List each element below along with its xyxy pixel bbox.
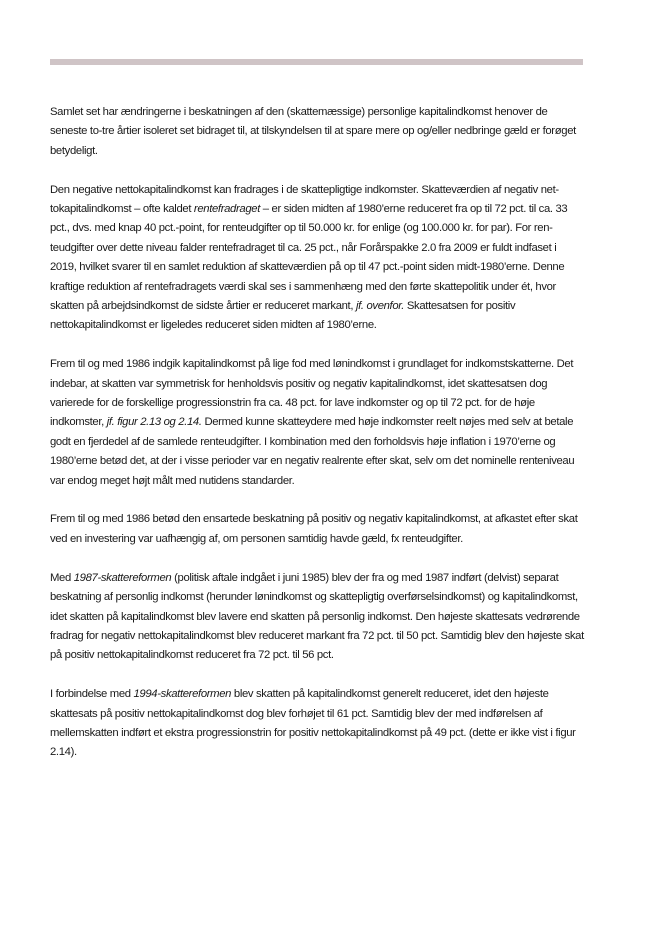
italic-term: 1987-skattereformen — [73, 571, 172, 584]
paragraph — [50, 569, 585, 666]
text-segment: Med — [50, 571, 74, 584]
italic-term: 1994-skattereformen — [133, 688, 232, 701]
text-segment: Samlet set har ændringerne i beskatningen af den (skattemæssige) personlige kapitalindkomst henover de seneste to-tre årtier isoleret set bidraget til, at tilskyndelsen til at spare mere op og/eller nedbringe gæld er forøget betydeligt. — [50, 106, 576, 157]
paragraph — [50, 103, 585, 161]
text-segment: Frem til og med 1986 betød den ensartede beskatning på positiv og negativ kapitalindkomst, at afkastet efter skat ved en investering var uafhængig af, om personen samtidig havde gæld, fx renteudgifter. — [50, 513, 578, 545]
text-segment: blev skatten på kapitalindkomst generelt reduceret, idet den højeste skattesats på positiv nettokapitalindkomst dog blev forhøjet til 61 pct. Samtidig blev der med indførelsen af mellemskatten indført et ekstra progressionstrin for positiv nettokapitalindkomst på 49 pct. (dette er ikke vist i figur 2.14). — [50, 688, 576, 759]
paragraph — [50, 181, 585, 336]
text-segment: Frem til og med 1986 indgik kapitalindkomst på lige fod med lønindkomst i grundlaget for indkomstskatterne. Det indebar, at skatten var symmetrisk for henholdsvis positiv og negativ kapitalindkomst, idet skattesatsen dog varierede for de forskellige progressionstrin fra ca. 48 pct. for lave indkomster og op til 72 pct. for de høje indkomster, — [50, 358, 574, 429]
italic-reference: jf. ovenfor. — [355, 300, 405, 313]
text-segment: Den negative nettokapitalindkomst kan fradrages i de skattepligtige indkomster. Skatteværdien af negativ nettokapitalindkomst – ofte kaldet — [50, 183, 560, 216]
text-segment: – er siden midten af 1980’erne reduceret fra op til 72 pct. til ca. 33 pct., dvs. med knap 40 pct.-point, for renteudgifter op til 50.000 kr. for enlige (og 100.000 kr. for par). For renteudgifter over dette niveau falder rentefradraget til ca. 25 pct., når Forårspakke 2.0 fra 2009 er fuldt indfaset i 2019, hvilket svarer til en samlet reduktion af skatteværdien på op til 47 pct.-point siden midt-1980’erne. Denne kraftige reduktion af rentefradragets værdi skal ses i sammenhæng med den førte skattepolitik under ét, hvor skatten på arbejdsindkomst de sidste årtier er reduceret markant, — [50, 203, 568, 313]
text-segment: Skattesatsen for positiv nettokapitalindkomst er ligeledes reduceret siden midten af 1980’erne. — [50, 300, 516, 332]
italic-term: rentefradraget — [193, 203, 260, 216]
paragraph — [50, 355, 585, 491]
text-segment: (politisk aftale indgået i juni 1985) blev der fra og med 1987 indført (delvist) separat beskatning af personlig indkomst (herunder lønindkomst og skattepligtig overførselsindkomst) og kapitalindkomst, idet skatten på kapitalindkomst blev lavere end skatten på personlig indkomst. Den højeste skattesats vedrørende fradrag for negativ nettokapitalindkomst blev reduceret markant fra 72 pct. til 50 pct. Samtidig blev den højeste skat på positiv nettokapitalindkomst reduceret fra 72 pct. til 56 pct. — [50, 571, 584, 662]
text-segment: I forbindelse med — [50, 688, 134, 701]
body-text — [50, 103, 585, 782]
text-segment: Dermed kunne skatteydere med høje indkomster reelt nøjes med selv at betale godt en fjerdedel af de samlede renteudgifter. I kombination med den forholdsvis høje inflation i 1970’erne og 1980’erne betød det, at der i visse perioder var en negativ realrente efter skat, selv om det nominelle renteniveau var endog meget højt målt med nutidens standarder. — [50, 416, 575, 487]
paragraph — [50, 510, 585, 549]
header-rule — [50, 59, 583, 65]
paragraph — [50, 685, 585, 763]
italic-reference: jf. figur 2.13 og 2.14. — [106, 416, 202, 429]
